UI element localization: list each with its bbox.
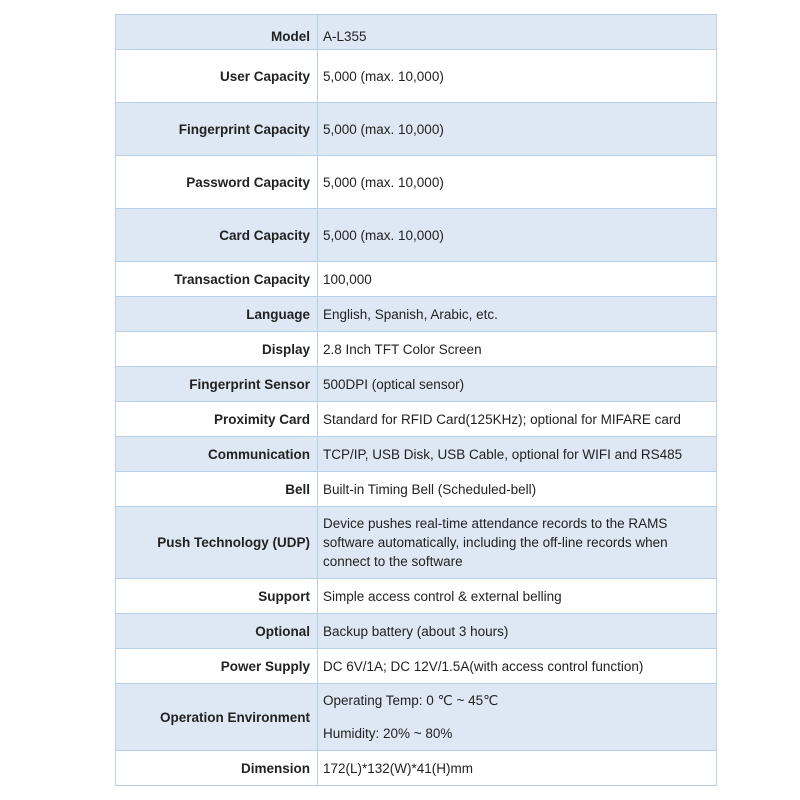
spec-value: TCP/IP, USB Disk, USB Cable, optional for WIFI and RS485 [318, 437, 717, 472]
spec-value: English, Spanish, Arabic, etc. [318, 297, 717, 332]
spec-value: Device pushes real-time attendance records to the RAMS software automatically, including the off-line records when connect to the software [318, 507, 717, 579]
spec-label: Fingerprint Capacity [116, 103, 318, 156]
spec-value: 500DPI (optical sensor) [318, 367, 717, 402]
table-row [116, 751, 717, 786]
spec-label: User Capacity [116, 50, 318, 103]
spec-label: Proximity Card [116, 402, 318, 437]
spec-value: 5,000 (max. 10,000) [318, 50, 717, 103]
spec-table [115, 14, 717, 786]
table-row [116, 297, 717, 332]
spec-label: Operation Environment [116, 684, 318, 751]
operating-temp-text: Operating Temp: 0 ℃ ~ 45℃ [323, 693, 499, 708]
table-row [116, 367, 717, 402]
table-row [116, 614, 717, 649]
spec-label: Communication [116, 437, 318, 472]
table-row [116, 649, 717, 684]
spec-value: 5,000 (max. 10,000) [318, 209, 717, 262]
table-row [116, 156, 717, 209]
spec-value: Backup battery (about 3 hours) [318, 614, 717, 649]
humidity-text: Humidity: 20% ~ 80% [323, 726, 453, 741]
table-row [116, 437, 717, 472]
table-row [116, 332, 717, 367]
table-row [116, 262, 717, 297]
table-row [116, 15, 717, 50]
spec-value: Built-in Timing Bell (Scheduled-bell) [318, 472, 717, 507]
table-row [116, 507, 717, 579]
spec-label: Support [116, 579, 318, 614]
spec-label: Power Supply [116, 649, 318, 684]
spec-value [318, 684, 717, 751]
spec-value: DC 6V/1A; DC 12V/1.5A(with access control function) [318, 649, 717, 684]
spec-label: Optional [116, 614, 318, 649]
table-row [116, 209, 717, 262]
spec-label: Fingerprint Sensor [116, 367, 318, 402]
spec-value: 172(L)*132(W)*41(H)mm [318, 751, 717, 786]
spec-value: A-L355 [318, 15, 717, 50]
spec-label: Language [116, 297, 318, 332]
table-row [116, 50, 717, 103]
spec-label: Card Capacity [116, 209, 318, 262]
spec-label: Bell [116, 472, 318, 507]
spec-value: 5,000 (max. 10,000) [318, 156, 717, 209]
spec-value: 5,000 (max. 10,000) [318, 103, 717, 156]
spec-label: Password Capacity [116, 156, 318, 209]
spec-label: Push Technology (UDP) [116, 507, 318, 579]
table-row [116, 579, 717, 614]
spec-label: Transaction Capacity [116, 262, 318, 297]
table-row [116, 472, 717, 507]
spec-label: Dimension [116, 751, 318, 786]
spec-value: Standard for RFID Card(125KHz); optional for MIFARE card [318, 402, 717, 437]
table-row [116, 402, 717, 437]
table-row [116, 684, 717, 751]
spec-label: Display [116, 332, 318, 367]
table-row [116, 103, 717, 156]
spec-label: Model [116, 15, 318, 50]
spec-value: 2.8 Inch TFT Color Screen [318, 332, 717, 367]
spec-value: Simple access control & external belling [318, 579, 717, 614]
spec-value: 100,000 [318, 262, 717, 297]
